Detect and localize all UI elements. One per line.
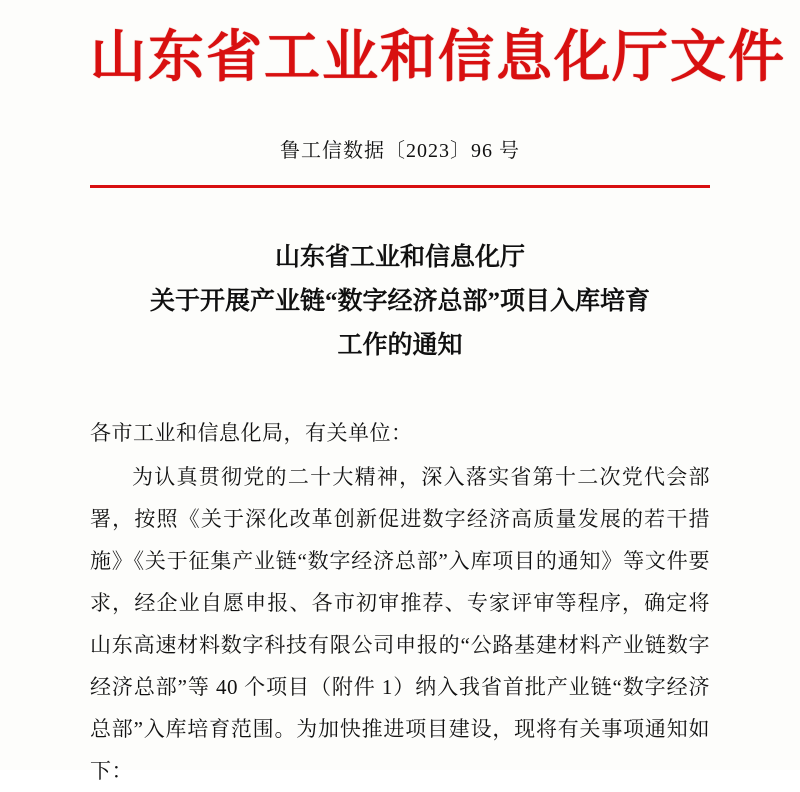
- document-title-line-2: 关于开展产业链“数字经济总部”项目入库培育: [149, 288, 650, 316]
- document-title: [90, 236, 710, 367]
- red-divider-rule: [90, 185, 710, 188]
- document-header: [90, 0, 786, 90]
- body-paragraph-1: 为认真贯彻党的二十大精神，深入落实省第十二次党代会部署，按照《关于深化改革创新促进数字经济高质量发展的若干措施》《关于征集产业链“数字经济总部”入库项目的通知》等文件要求，经企业自愿申报、各市初审推荐、专家评审等程序，确定将山东高速材料数字科技有限公司申报的“公路基建材料产业链数字经济总部”等 40 个项目（附件 1）纳入我省首批产业链“数字经济总部”入库培育范围。为加快推进项目建设，现将有关事项通知如下：: [90, 464, 710, 783]
- document-title-line-3: 工作的通知: [337, 331, 463, 359]
- document-number: 鲁工信数据〔2023〕96 号: [280, 140, 520, 163]
- salutation: 各市工业和信息化局，有关单位：: [90, 420, 413, 445]
- document-body: [90, 412, 710, 792]
- document-title-line-1: 山东省工业和信息化厅: [274, 244, 525, 272]
- issuing-authority-title: 山东省工业和信息化厅文件: [90, 27, 786, 89]
